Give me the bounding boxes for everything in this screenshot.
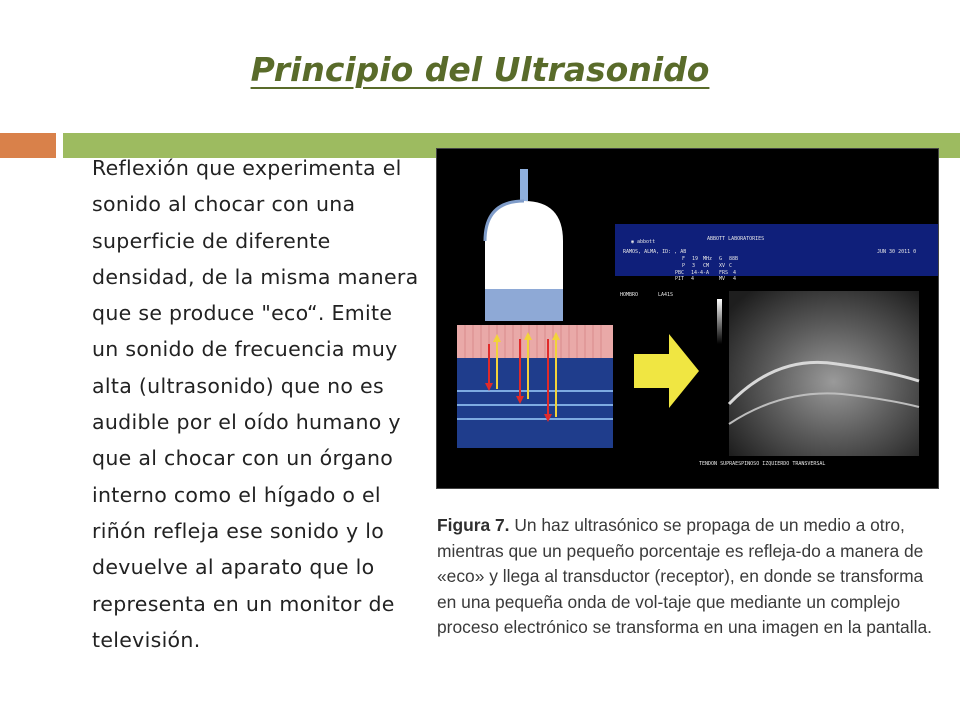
svg-text:4: 4 — [691, 276, 695, 282]
svg-text:F: F — [682, 256, 686, 262]
transducer-probe — [485, 169, 563, 321]
tissue-layers — [457, 325, 613, 448]
svg-text:3: 3 — [692, 263, 696, 269]
svg-text:P: P — [682, 263, 686, 269]
svg-text:PIT: PIT — [675, 276, 685, 282]
svg-text:FRS: FRS — [719, 270, 729, 276]
svg-text:88B: 88B — [729, 256, 739, 262]
screen-lab-name: ABBOTT LABORATORIES — [707, 236, 765, 242]
accent-bar-orange — [0, 133, 56, 158]
screen-side-label: LA41S — [658, 292, 674, 298]
svg-text:XV: XV — [719, 263, 726, 269]
svg-text:PBC: PBC — [675, 270, 685, 276]
screen-footer: TENDON SUPRAESPINOSO IZQUIERDO TRANSVERSAL — [699, 461, 826, 467]
svg-text:19: 19 — [692, 256, 699, 262]
svg-text:14-4-A: 14-4-A — [691, 270, 710, 276]
svg-text:MHz: MHz — [703, 256, 713, 262]
svg-text:MV: MV — [719, 276, 726, 282]
screen-date: JUN 30 2011 0 — [877, 249, 917, 255]
caption-label: Figura 7. — [437, 515, 510, 535]
caption-text: Un haz ultrasónico se propaga de un medio a otro, mientras que un pequeño porcentaje es refleja-do a manera de «eco» y llega al transductor (receptor), en donde se transforma en una pequeña onda de vol-taje que mediante un complejo proceso electrónico se transforma en una imagen en la pantalla. — [437, 515, 932, 638]
svg-text:4: 4 — [733, 270, 737, 276]
ultrasound-illustration — [437, 149, 938, 488]
ultrasound-figure — [436, 148, 939, 489]
slide-title: Principio del Ultrasonido — [250, 50, 710, 89]
svg-text:CM: CM — [703, 263, 710, 269]
svg-text:C: C — [729, 263, 733, 269]
transfer-arrow-icon — [634, 334, 699, 408]
screen-patient: RAMOS, ALMA, ID: , AB — [623, 249, 687, 255]
screen-side-label: HOMBRO — [620, 292, 639, 298]
body-paragraph: Reflexión que experimenta el sonido al chocar con una superficie de diferente densidad, de la misma manera que se produce "eco“. Emite un sonido de frecuencia muy alta (ultrasonido) que no es audible por el oído humano y que al chocar con un órgano interno como el hígado o el riñón refleja ese sonido y lo devuelve al aparato que lo representa en un monitor de televisión. — [92, 156, 419, 652]
svg-text:G: G — [719, 256, 723, 262]
figure-caption — [437, 513, 942, 641]
svg-text:4: 4 — [733, 276, 737, 282]
ultrasound-screen — [615, 224, 938, 467]
svg-text:◉ abbott: ◉ abbott — [631, 239, 656, 245]
